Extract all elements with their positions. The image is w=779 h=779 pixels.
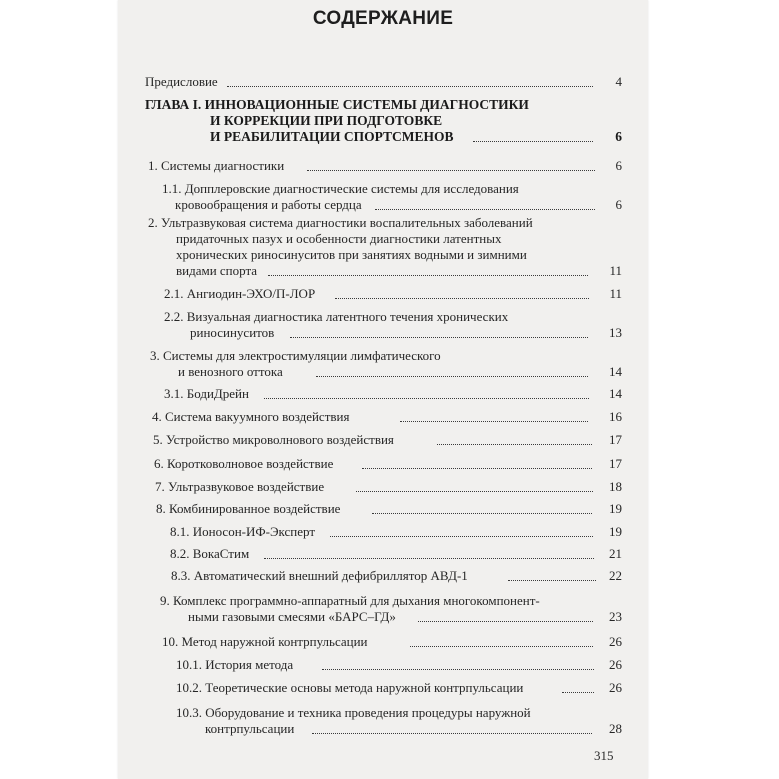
toc-page-number: 13 <box>609 325 622 340</box>
toc-entry-text: 8.3. Автоматический внешний дефибриллятор АВД-1 <box>171 568 468 583</box>
toc-entry-text: 10. Метод наружной контрпульсации <box>162 634 368 649</box>
toc-entry-text: 10.2. Теоретические основы метода наружной контрпульсации <box>176 680 524 695</box>
toc-page-number: 11 <box>609 263 622 278</box>
toc-entry-text: 2.1. Ангиодин-ЭХО/П-ЛОР <box>164 286 316 301</box>
toc-entry-text: придаточных пазух и особенности диагностики латентных <box>176 231 502 246</box>
toc-entry-text: контрпульсации <box>205 721 295 736</box>
toc-entry-text: ными газовыми смесями «БАРС–ГД» <box>188 609 396 624</box>
toc-entry-text: видами спорта <box>176 263 258 278</box>
toc-entry-text: 9. Комплекс программно-аппаратный для дыхания многокомпонент- <box>160 593 540 608</box>
toc-entry-text: ГЛАВА I. ИННОВАЦИОННЫЕ СИСТЕМЫ ДИАГНОСТИКИ <box>145 97 529 112</box>
leader-dots <box>375 209 595 210</box>
leader-dots <box>418 621 593 622</box>
toc-entry-text: 5. Устройство микроволнового воздействия <box>153 432 394 447</box>
toc-entry-text: 1. Системы диагностики <box>148 158 285 173</box>
toc-entry-text: 8.2. ВокаСтим <box>170 546 250 561</box>
toc-page-number: 19 <box>609 524 622 539</box>
toc-entry-text: 2. Ультразвуковая система диагностики воспалительных заболеваний <box>148 215 533 230</box>
toc-entry-text: 4. Система вакуумного воздействия <box>152 409 350 424</box>
toc-page-number: 14 <box>609 386 622 401</box>
leader-dots <box>268 275 588 276</box>
leader-dots <box>227 86 593 87</box>
leader-dots <box>290 337 588 338</box>
leader-dots <box>307 170 595 171</box>
page-title: СОДЕРЖАНИЕ <box>312 8 454 29</box>
toc-entry-text: 1.1. Допплеровские диагностические системы для исследования <box>162 181 519 196</box>
toc-entry-text: Предисловие <box>145 74 218 89</box>
toc-entry-text: И РЕАБИЛИТАЦИИ СПОРТСМЕНОВ <box>210 129 454 144</box>
toc-entry-text: 3. Системы для электростимуляции лимфатического <box>150 348 441 363</box>
toc-page-number: 14 <box>609 364 622 379</box>
toc-page-number: 19 <box>609 501 622 516</box>
toc-page-number: 17 <box>609 432 622 447</box>
toc-entry-text: и венозного оттока <box>178 364 283 379</box>
toc-entry-text: 8.1. Ионосон-ИФ-Эксперт <box>170 524 316 539</box>
toc-entry-text: 10.3. Оборудование и техника проведения процедуры наружной <box>176 705 531 720</box>
toc-entry-text: кровообращения и работы сердца <box>175 197 362 212</box>
leader-dots <box>508 580 596 581</box>
toc-page-number: 4 <box>615 74 622 89</box>
leader-dots <box>473 141 593 142</box>
toc-page-number: 6 <box>615 197 622 212</box>
toc-page-number: 18 <box>609 479 622 494</box>
toc-entry-text: риносинуситов <box>190 325 275 340</box>
toc-entry-text: хронических риносинуситов при занятиях водными и зимними <box>176 247 527 262</box>
leader-dots <box>312 733 592 734</box>
leader-dots <box>264 558 594 559</box>
leader-dots <box>400 421 588 422</box>
leader-dots <box>322 669 594 670</box>
toc-page-number: 21 <box>609 546 622 561</box>
leader-dots <box>562 692 594 693</box>
toc-entry-text: 6. Коротковолновое воздействие <box>154 456 334 471</box>
toc-page-number: 6 <box>615 129 622 144</box>
leader-dots <box>316 376 588 377</box>
toc-page-number: 22 <box>609 568 622 583</box>
leader-dots <box>330 536 593 537</box>
leader-dots <box>410 646 593 647</box>
toc-entry-text: И КОРРЕКЦИИ ПРИ ПОДГОТОВКЕ <box>210 113 443 128</box>
toc-entry-text: 10.1. История метода <box>176 657 294 672</box>
leader-dots <box>356 491 593 492</box>
toc-page-number: 28 <box>609 721 622 736</box>
toc-entry-text: 8. Комбинированное воздействие <box>156 501 341 516</box>
toc-page-number: 17 <box>609 456 622 471</box>
leader-dots <box>437 444 592 445</box>
toc-page-number: 23 <box>609 609 622 624</box>
leader-dots <box>264 398 589 399</box>
toc-page-number: 16 <box>609 409 622 424</box>
toc-entry-text: 3.1. БодиДрейн <box>164 386 249 401</box>
toc-page-number: 11 <box>609 286 622 301</box>
toc-page-number: 26 <box>609 634 622 649</box>
toc-page-number: 6 <box>615 158 622 173</box>
page-number: 315 <box>594 748 614 763</box>
toc-entry-text: 7. Ультразвуковое воздействие <box>155 479 325 494</box>
toc-page-number: 26 <box>609 657 622 672</box>
leader-dots <box>362 468 592 469</box>
leader-dots <box>372 513 592 514</box>
toc-entry-text: 2.2. Визуальная диагностика латентного течения хронических <box>164 309 509 324</box>
toc-page-number: 26 <box>609 680 622 695</box>
leader-dots <box>335 298 589 299</box>
